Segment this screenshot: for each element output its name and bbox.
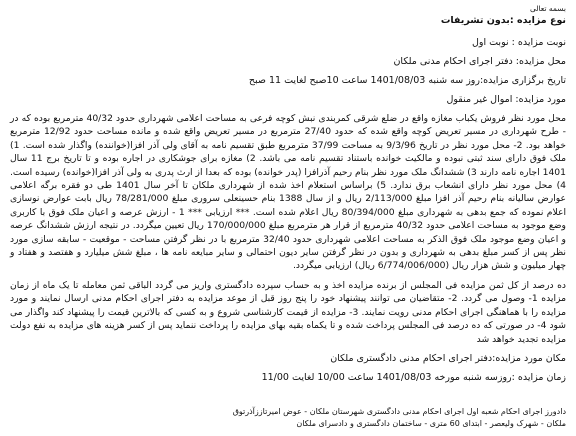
auction-round: نوبت مزایده : نوبت اول xyxy=(471,37,566,48)
auction-location: محل مزایده: دفتر اجرای احکام مدنی ملکان xyxy=(393,56,566,67)
signatory: دادورز اجرای احکام شعبه اول اجرای احکام مدنی دادگستری شهرستان ملکان - عوض امیرتاززآذرتوق xyxy=(232,407,566,416)
auction-subject: مورد مزایده: اموال غیر منقول xyxy=(446,94,566,105)
auction-time: زمان مزایده :روزسه شنبه مورخه 1401/08/03 ساعت 10/00 لغایت 11/00 xyxy=(261,371,566,383)
footer xyxy=(10,406,566,430)
auction-place: مکان مورد مزایده:دفتر اجرای احکام مدنی دادگستری ملکان xyxy=(330,352,566,364)
property-description: محل مورد نظر فروش یکباب مغازه واقع در ضلع شرقی کمربندی نبش کوچه فرعی به مساحت اعلامی شهرداری حدود 40/32 مترمربع بوده که در - طرح شهرداری در مسیر تعریض کوچه واقع شده که حدود 27/40 مترمربع در مسیر تعریض واقع شده و مانده مساحت حدود 12/92 مترمربع خواهد بود. 2- محل مورد نظر در تاریخ 9/3/96 به مساحت 37/99 مترمربع طبق تقسیم نامه به آقای ولی آذر افزا(خواننده) واگذار شده است. 1) ملک فوق دارای سند ثبتی نبوده و مالکیت خوانده باستناد تقسیم نامه می باشد. 2) مغازه برای جوشکاری در اجاره بوده و تا تاریخ برج 11 سال 1401 اجاره نامه دارند 3) ششدانگ ملک مورد نظر بنام رحیم آذرافزا (پدر خوانده) بوده که بعدا از ارث پدری به ولی آذر افزا(خوانده) رسیده است. 4) محل مورد نظر دارای انشعاب برق ندارد. 5) براساس استعلام اخذ شده از شهرداری ملکان تا آخر سال 1401 طی دو فقره برگه اعلامی عوارض سالیانه بنام رحیم آذر افزا مبلغ 2/113/000 ریال و از سال 1388 بنام حسینعلی سروری مبلغ 78/281/000 ریال بابت عوارض نوسازی اعلام نموده که جمع بدهی به شهرداری مبلغ 80/394/000 ریال اعلام شده است. *** ارزیابی *** 1 - ارزش عرصه و اعیان ملک فوق با کاربری وضع موجود به مساحت اعلامی حدود 40/32 مترمربع از قرار هر مترمربع مبلغ 170/000/000 ریال تعیین میگردد. در نتیجه ارزش ششدانگ عرصه و اعیان وضع موجود ملک فوق الذکر به مساحت اعلامی شهرداری حدود 32/40 مترمربع با در نظر گرفتن مساحت - موقعیت - سابقه سازی مورد نظر پس از کسر مبلغ بدهی به شهرداری و بدون در نظر گرفتن سایر دیون احتمالی و سایر مبایعه نامه ها ، مبلغ شش میلیارد و هفتصد و هفتاد و چهار میلیون و شش هزار ریال (6/774/006/000 ریال) ارزیابی میگردد. xyxy=(10,113,567,272)
auction-type: نوع مزایده :بدون تشریفات xyxy=(440,15,566,26)
address: ملکان - شهرک ولیعصر - ابتدای 60 متری - ساختمان دادگستری و دادسرای ملکان xyxy=(296,419,566,428)
auction-terms: ده درصد از کل ثمن مزایده فی المجلس از برنده مزایده اخذ و به حساب سپرده دادگستری واریز می گردد الباقی ثمن معامله تا یک ماه از زمان مزایده 1- وصول می گردد. 2- متقاضیان می توانند پیشنهاد خود را پنج روز قبل از موعد مزایده به دفتر اجرای احکام مدنی ارسال نمایند و مورد مزایده را با هماهنگی اجرای احکام مدنی رویت نمایند. 3- مزایده از قیمت کارشناسی شروع و به کسی که بالاترین قیمت را پیشنهاد کند واگذار می شود 4- در صورتی که ده درصد فی المجلس پرداخت شده و تا یکماه بقیه بهای مزایده را پرداخت ننماید پس از کسر هزینه های مزایده به نفع دولت مزایده تجدید خواهد شد xyxy=(10,279,566,345)
auction-date: تاریخ برگزاری مزایده:روز سه شنبه 1401/08/03 ساعت 10صبح لغایت 11 صبح xyxy=(248,75,566,86)
bismillah: بسمه تعالی xyxy=(529,4,566,13)
